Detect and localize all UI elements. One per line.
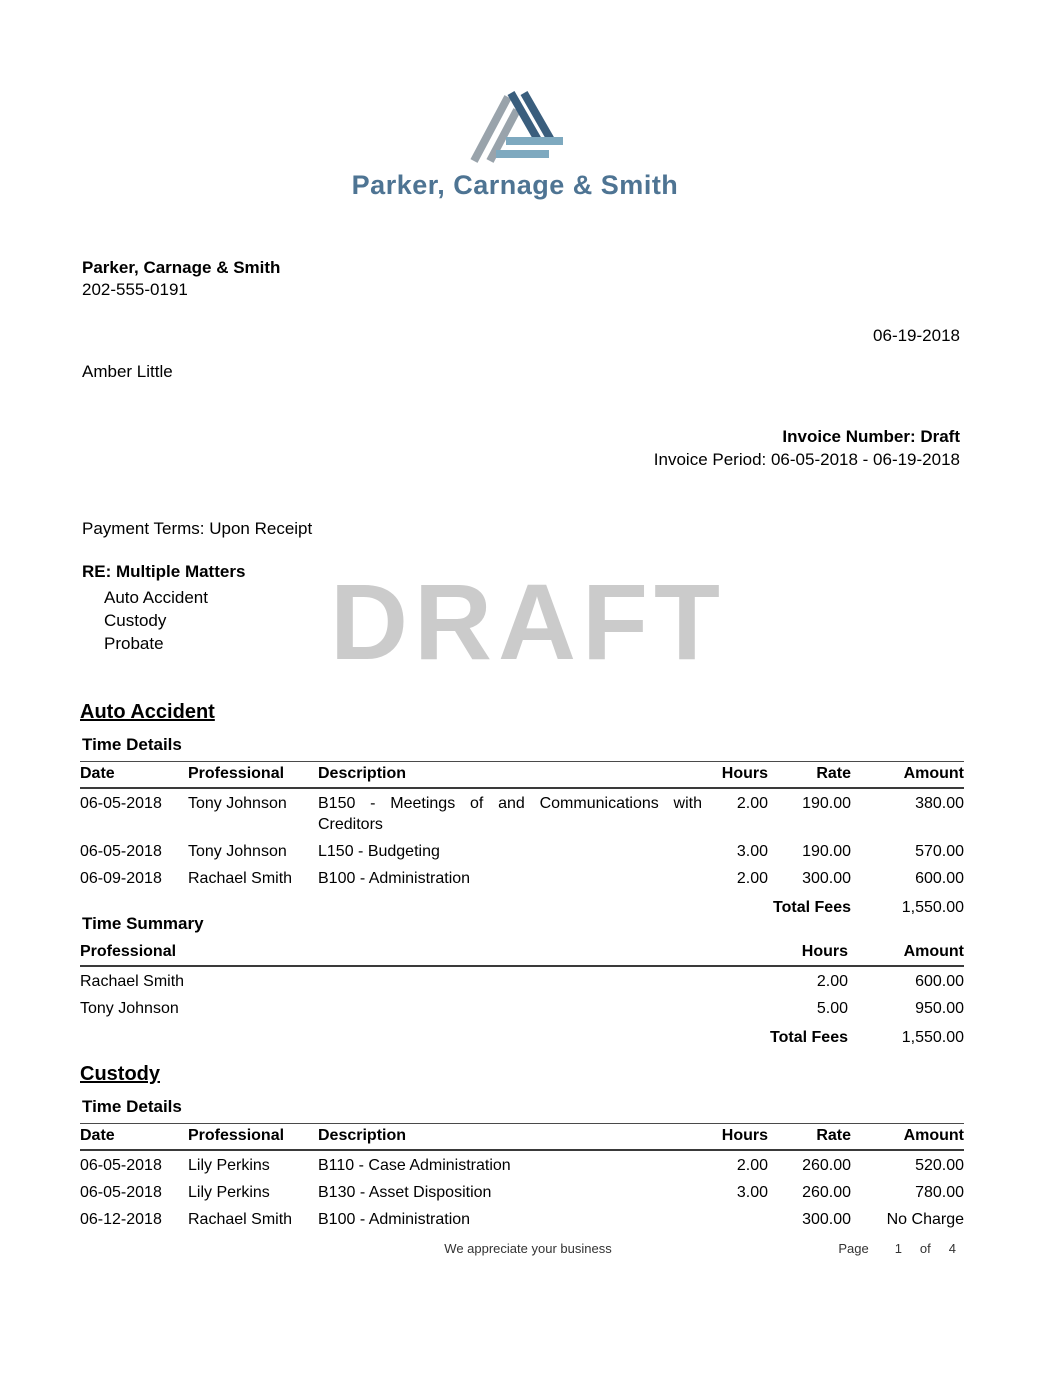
draft-watermark: DRAFT — [330, 561, 726, 682]
table-row: 06-05-2018 Lily Perkins B130 - Asset Disposition 3.00 260.00 780.00 — [80, 1184, 964, 1201]
total-fees-row — [80, 1021, 964, 1050]
page-indicator — [838, 1241, 956, 1256]
col-professional: Professional — [188, 1124, 318, 1151]
matter-item: Probate — [104, 634, 164, 653]
of-label: of — [919, 1241, 931, 1256]
col-amount: Amount — [851, 762, 964, 789]
col-date: Date — [80, 762, 188, 789]
table-row: 06-05-2018 Tony Johnson L150 - Budgeting 3.00 190.00 570.00 — [80, 843, 964, 860]
col-rate: Rate — [768, 762, 851, 789]
page-total: 4 — [948, 1241, 956, 1256]
col-rate: Rate — [768, 1124, 851, 1151]
table-header-row — [80, 940, 964, 966]
total-fees-label: Total Fees — [773, 899, 851, 916]
col-description: Description — [318, 762, 702, 789]
page-label: Page — [838, 1241, 869, 1256]
matter-item: Custody — [104, 611, 167, 630]
total-fees-row — [80, 891, 964, 920]
table-row: Rachael Smith 2.00 600.00 — [80, 973, 964, 990]
total-fees-label: Total Fees — [770, 1029, 848, 1046]
footer-message: We appreciate your business — [444, 1241, 612, 1256]
client-name: Amber Little — [82, 362, 173, 381]
total-fees-amount: 1,550.00 — [901, 1029, 964, 1046]
table-row: 06-12-2018 Rachael Smith B100 - Administration 300.00 No Charge — [80, 1211, 964, 1228]
col-professional: Professional — [80, 940, 728, 966]
firm-phone: 202-555-0191 — [82, 280, 188, 299]
auto-time-summary-table — [80, 940, 964, 1050]
firm-address-block — [82, 257, 280, 301]
col-amount: Amount — [851, 1124, 964, 1151]
custody-time-details-heading: Time Details — [82, 1097, 182, 1116]
total-fees-amount: 1,550.00 — [901, 899, 964, 916]
col-hours: Hours — [702, 1124, 768, 1151]
firm-logo-icon — [465, 90, 565, 164]
table-header-row — [80, 762, 964, 789]
re-title: RE: Multiple Matters — [82, 562, 246, 581]
matter-item: Auto Accident — [104, 588, 208, 607]
custody-time-details-table — [80, 1123, 964, 1232]
payment-terms: Payment Terms: Upon Receipt — [82, 519, 313, 538]
col-description: Description — [318, 1124, 702, 1151]
col-date: Date — [80, 1124, 188, 1151]
col-hours: Hours — [728, 940, 848, 966]
col-professional: Professional — [188, 762, 318, 789]
table-row: 06-05-2018 Lily Perkins B110 - Case Administration 2.00 260.00 520.00 — [80, 1157, 964, 1174]
invoice-number: Invoice Number: Draft — [782, 427, 960, 446]
page-number: 1 — [894, 1241, 902, 1256]
firm-logo — [0, 90, 1030, 201]
re-matters-block — [82, 560, 245, 655]
auto-time-summary-heading: Time Summary — [82, 914, 204, 933]
table-row: 06-05-2018 Tony Johnson B150 - Meetings of and Communications with Creditors 2.00 190.00 380.00 — [80, 795, 964, 833]
firm-name: Parker, Carnage & Smith — [82, 258, 281, 277]
auto-time-details-table — [80, 761, 964, 920]
col-amount: Amount — [848, 940, 964, 966]
invoice-date: 06-19-2018 — [873, 326, 960, 345]
firm-logo-name: Parker, Carnage & Smith — [351, 170, 679, 200]
table-header-row — [80, 1124, 964, 1151]
section-title-auto-accident: Auto Accident — [80, 701, 215, 723]
section-title-custody: Custody — [80, 1063, 160, 1085]
auto-time-details-heading: Time Details — [82, 735, 182, 754]
col-hours: Hours — [702, 762, 768, 789]
invoice-meta — [654, 425, 960, 471]
table-row: Tony Johnson 5.00 950.00 — [80, 1000, 964, 1017]
table-row: 06-09-2018 Rachael Smith B100 - Administration 2.00 300.00 600.00 — [80, 870, 964, 887]
invoice-period: Invoice Period: 06-05-2018 - 06-19-2018 — [653, 450, 960, 469]
